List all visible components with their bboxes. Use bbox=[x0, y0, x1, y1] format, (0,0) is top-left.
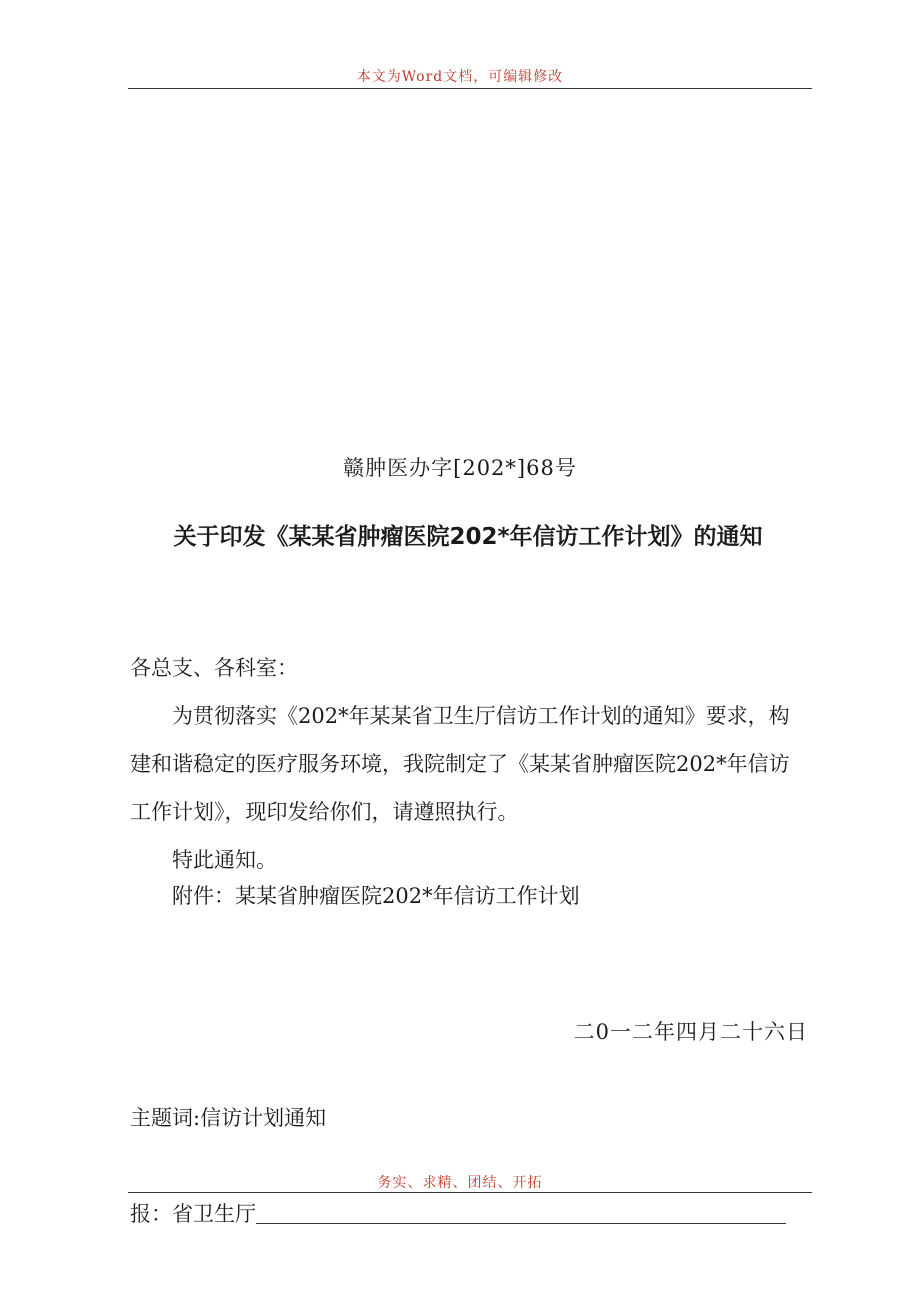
closing-line: 特此通知。 bbox=[172, 848, 277, 872]
subject-keywords: 主题词:信访计划通知 bbox=[130, 1106, 327, 1130]
header-note: 本文为Word文档，可编辑修改 bbox=[356, 69, 564, 85]
footer-motto: 务实、求精、团结、开拓 bbox=[377, 1175, 543, 1191]
report-recipient: 报：省卫生厅 bbox=[130, 1202, 256, 1226]
document-title: 关于印发《某某省肿瘤医院202*年信访工作计划》的通知 bbox=[173, 524, 763, 550]
footer-divider bbox=[128, 1192, 812, 1193]
body-paragraph: 为贯彻落实《202*年某某省卫生厅信访工作计划的通知》要求，构建和谐稳定的医疗服务环境，我院制定了《某某省肿瘤医院202*年信访工作计划》，现印发给你们，请遵照执行。 bbox=[130, 704, 790, 824]
salutation: 各总支、各科室： bbox=[130, 656, 298, 680]
document-date: 二0一二年四月二十六日 bbox=[573, 1020, 808, 1044]
document-number: 赣肿医办字[202*]68号 bbox=[343, 456, 577, 480]
header-divider bbox=[128, 88, 812, 89]
attachment-line: 附件：某某省肿瘤医院202*年信访工作计划 bbox=[172, 884, 580, 908]
report-underline bbox=[256, 1223, 786, 1224]
report-line bbox=[130, 1198, 786, 1228]
